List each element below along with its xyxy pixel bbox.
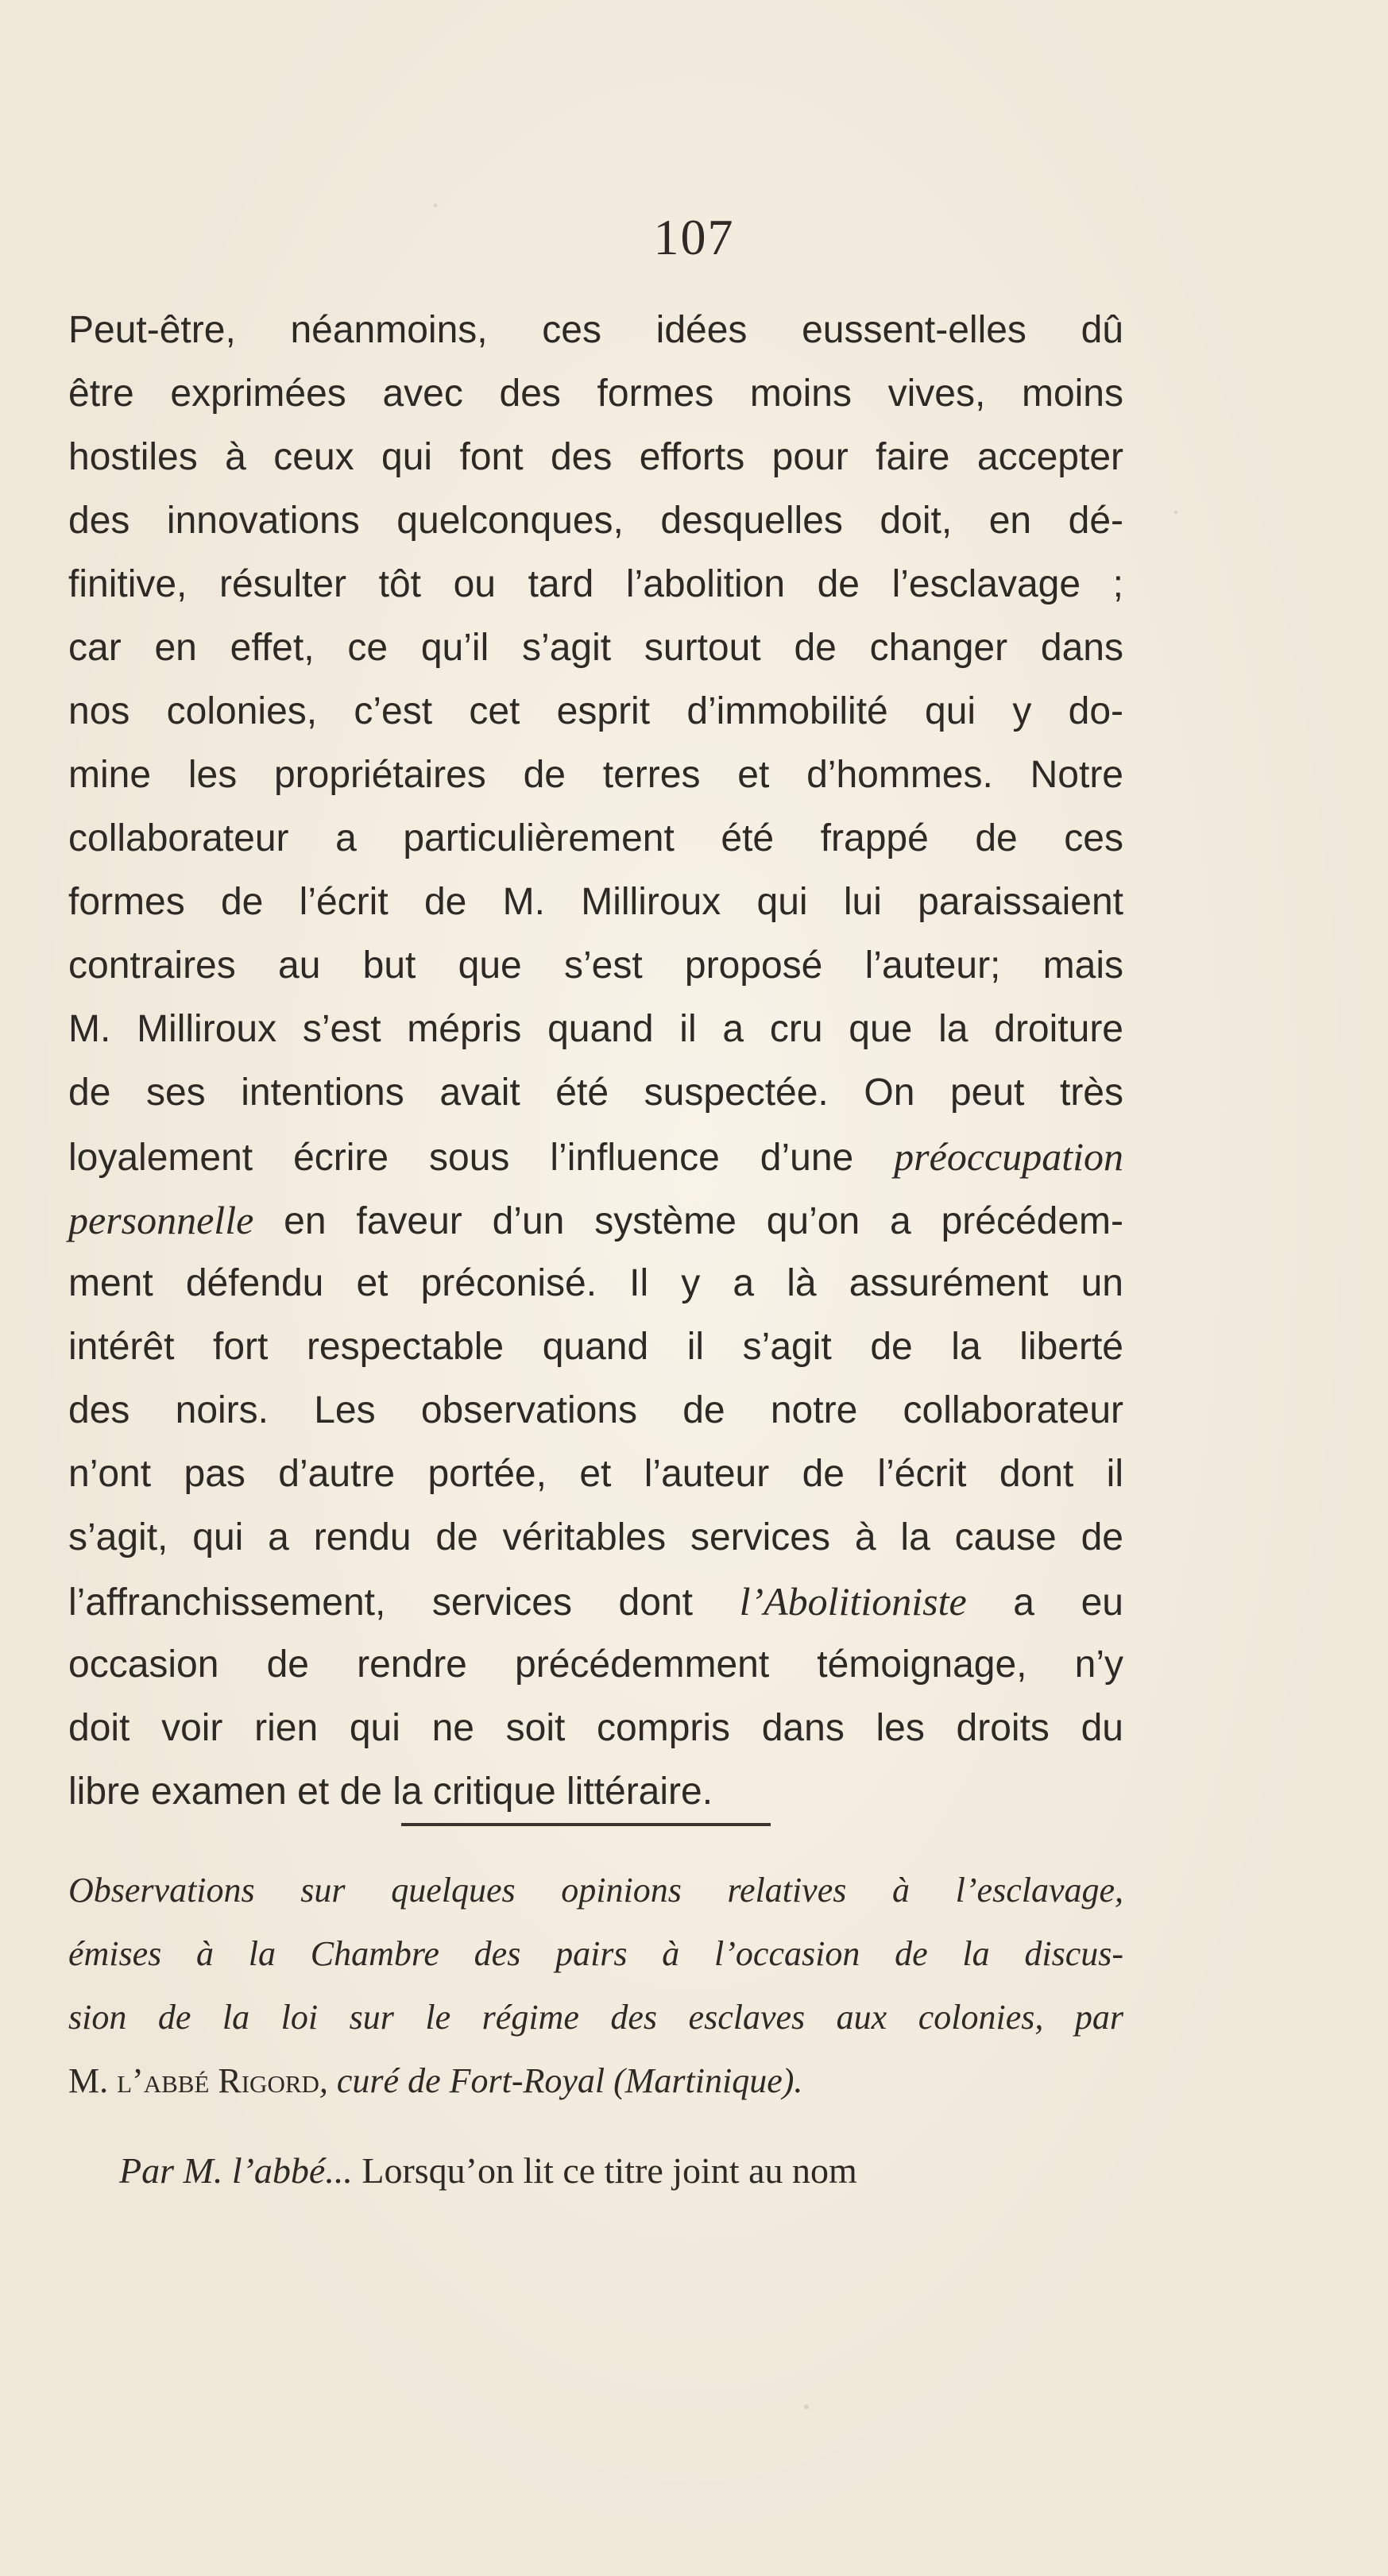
- text-line: des noirs. Les observations de notre collaborateur: [68, 1389, 1123, 1431]
- text-line: s’agit, qui a rendu de véritables services à la cause de: [68, 1516, 1123, 1558]
- citation-block: [68, 1859, 1123, 2113]
- citation-text: , curé de Fort-Royal (Martinique).: [319, 2061, 803, 2100]
- text-line: de ses intentions avait été suspectée. On peut très: [68, 1072, 1123, 1114]
- page-number: 107: [653, 209, 735, 265]
- text-line: [68, 1188, 1123, 1252]
- text-line: collaborateur a particulièrement été frappé de ces: [68, 817, 1123, 859]
- text-line: intérêt fort respectable quand il s’agit de la liberté: [68, 1326, 1123, 1368]
- text-line: être exprimées avec des formes moins vives, moins: [68, 373, 1123, 415]
- citation-line: [68, 2049, 1123, 2113]
- citation-line: sion de la loi sur le régime des esclaves aux colonies, par: [68, 1998, 1123, 2037]
- text-run: l’affranchissement, services dont: [68, 1582, 740, 1624]
- text-line: [68, 1570, 1123, 1633]
- text-line: hostiles à ceux qui font des efforts pour faire accepter: [68, 436, 1123, 478]
- text-line: n’ont pas d’autre portée, et l’auteur de l’écrit dont il: [68, 1453, 1123, 1495]
- text-line: [68, 1125, 1123, 1188]
- text-line: des innovations quelconques, desquelles doit, en dé-: [68, 500, 1123, 542]
- italic-phrase: préoccupation: [894, 1134, 1123, 1179]
- text-line: ment défendu et préconisé. Il y a là assurément un: [68, 1262, 1123, 1304]
- continuation-paragraph: [119, 2143, 1123, 2199]
- author-name: M. l’abbé Rigord: [68, 2061, 319, 2100]
- text-line: doit voir rien qui ne soit compris dans les droits du: [68, 1707, 1123, 1749]
- text-line: formes de l’écrit de M. Milliroux qui lui paraissaient: [68, 881, 1123, 923]
- text-run: en faveur d’un système qu’on a précédem-: [253, 1200, 1123, 1242]
- text-line: finitive, résulter tôt ou tard l’abolition de l’esclavage ;: [68, 563, 1123, 605]
- section-divider: [401, 1823, 771, 1826]
- text-line: M. Milliroux s’est mépris quand il a cru que la droiture: [68, 1008, 1123, 1050]
- text-run: Lorsqu’on lit ce titre joint au nom: [352, 2150, 857, 2191]
- italic-phrase: personnelle: [68, 1198, 254, 1242]
- text-line: car en effet, ce qu’il s’agit surtout de changer dans: [68, 627, 1123, 669]
- text-line: Peut-être, néanmoins, ces idées eussent-elles dû: [68, 309, 1123, 351]
- text-run: loyalement écrire sous l’influence d’une: [68, 1137, 895, 1179]
- italic-phrase: l’Abolitioniste: [739, 1579, 967, 1624]
- text-line: libre examen et de la critique littéraire.: [68, 1771, 713, 1813]
- paper-spot: [434, 203, 437, 207]
- text-line: occasion de rendre précédemment témoignage, n’y: [68, 1643, 1123, 1686]
- paper-spot: [804, 2404, 809, 2409]
- text-run: a eu: [966, 1582, 1123, 1624]
- italic-phrase: Par M. l’abbé...: [119, 2150, 353, 2191]
- text-line: mine les propriétaires de terres et d’hommes. Notre: [68, 754, 1123, 796]
- paper-spot: [1174, 511, 1177, 514]
- text-line: contraires au but que s’est proposé l’auteur; mais: [68, 944, 1123, 987]
- citation-line: Observations sur quelques opinions relatives à l’esclavage,: [68, 1871, 1123, 1910]
- body-paragraph: [68, 299, 1123, 1824]
- text-line: nos colonies, c’est cet esprit d’immobilité qui y do-: [68, 690, 1123, 732]
- citation-line: émises à la Chambre des pairs à l’occasion de la discus-: [68, 1934, 1123, 1973]
